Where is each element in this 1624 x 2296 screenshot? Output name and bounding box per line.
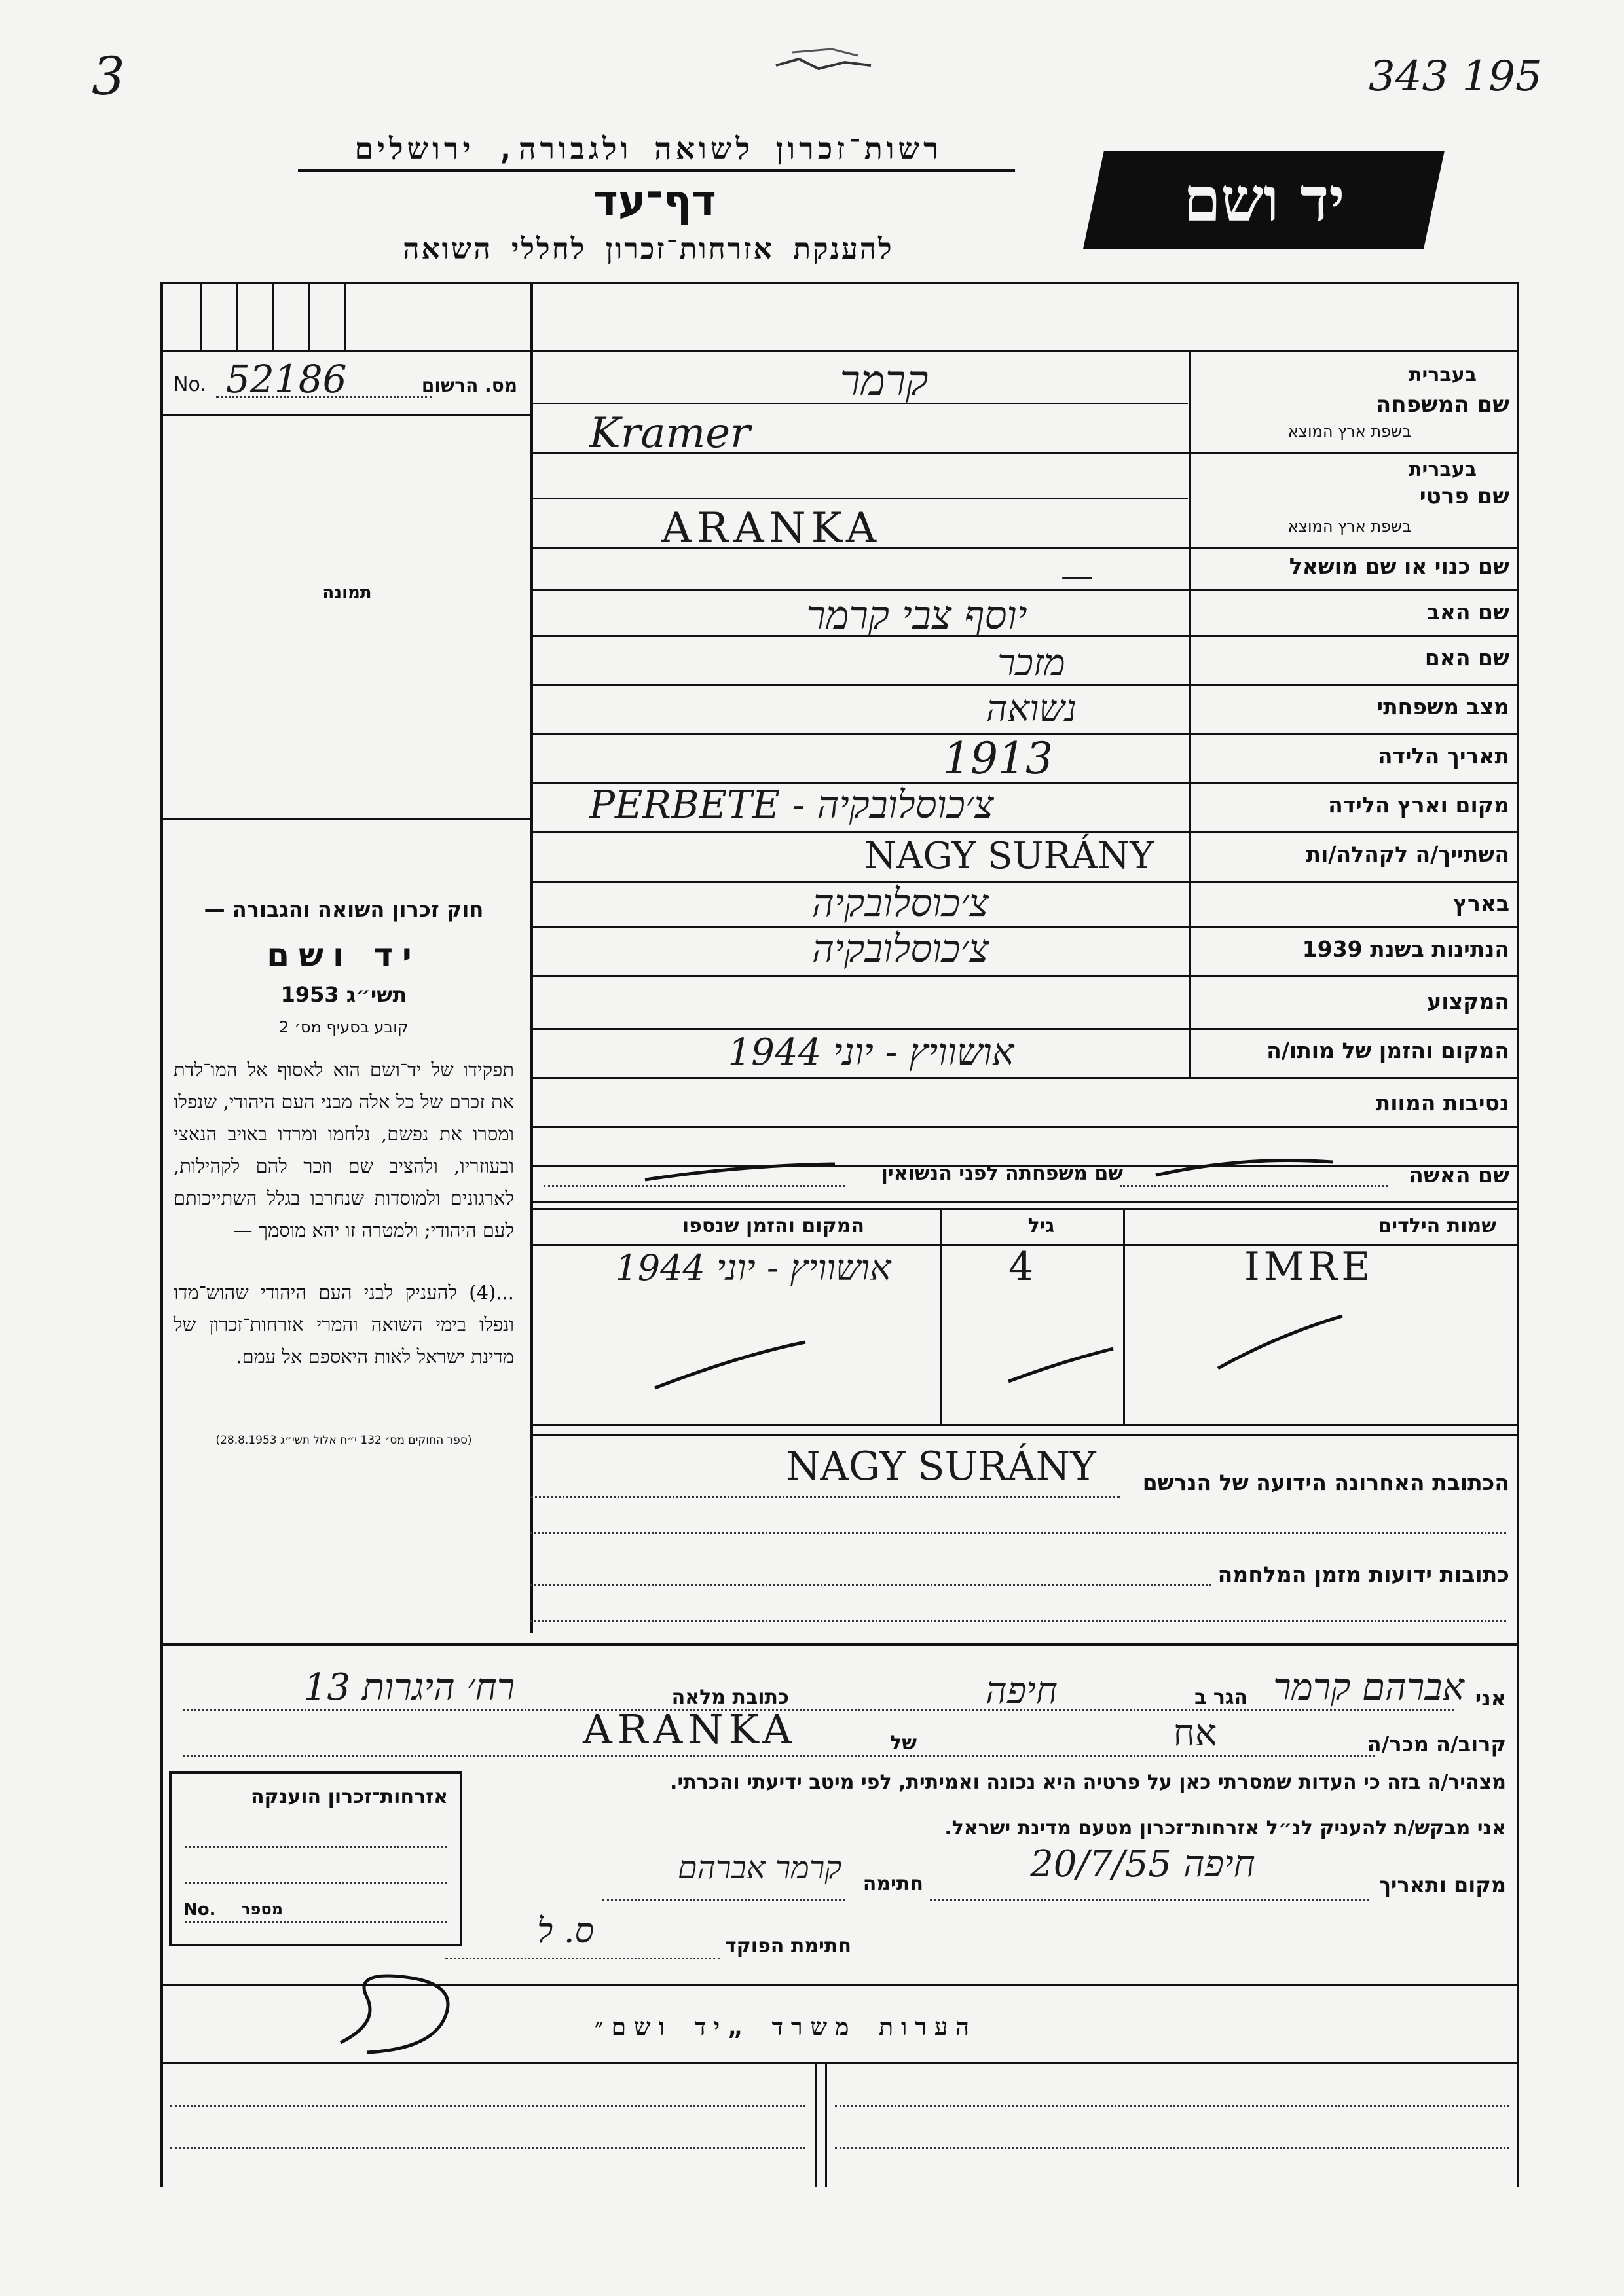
- children-names-header: שמות הילדים: [1378, 1214, 1496, 1237]
- last-address-value: NAGY SURÁNY: [786, 1444, 1096, 1489]
- declarant-address-label: כתובת מלאה: [671, 1686, 789, 1709]
- archive-number: 343 195: [1369, 52, 1542, 101]
- wartime-address-label: כתובות ידועות מזמן המלחמה: [1217, 1561, 1509, 1587]
- marital-label: מצב משפחתי: [1376, 694, 1509, 720]
- law-section: קובע בסעיף מס׳ 2: [279, 1018, 409, 1036]
- children-place-header: המקום והזמן שנספו: [682, 1214, 864, 1237]
- maiden-name-label: שם משפחתה לפני הנשואין: [881, 1162, 1123, 1185]
- logo-text: יד ושם: [1183, 164, 1345, 235]
- declarant-city: חיפה: [986, 1669, 1058, 1712]
- nickname-label: שם כנוי או שם מושאל: [1289, 553, 1509, 579]
- profession-label: המקצוע: [1427, 989, 1509, 1014]
- family-name-hebrew-value: קרמר: [840, 357, 929, 405]
- wife-empty-stroke: [1153, 1156, 1336, 1182]
- citizenship-label: הנתינות בשנת 1939: [1302, 936, 1509, 962]
- declarant-i-label: אני: [1475, 1686, 1506, 1711]
- father-label: שם האב: [1426, 599, 1509, 625]
- declarant-relation: אח: [1173, 1712, 1217, 1755]
- declaration-text: מצהיר/ה בזה כי העדות שמסרתי כאן על פרטיה היא נכונה ואמיתית, לפי מיטב ידיעתי והכרתי.: [670, 1771, 1506, 1794]
- of-label: של: [890, 1732, 917, 1755]
- signature-label: חתימה: [862, 1872, 923, 1895]
- birth-date-label: תאריך הלידה: [1377, 743, 1509, 769]
- mother-value: מזכר: [997, 642, 1065, 684]
- father-value: יוסף צבי קרמר: [806, 592, 1027, 638]
- citizenship-value: צ׳כוסלובקיה: [811, 926, 989, 971]
- officer-signature-label: חתימת הפוקד: [725, 1935, 851, 1958]
- grant-box-no-label: מספר: [241, 1900, 283, 1918]
- remarks-title: הערות משרד „יד ושם״: [594, 2014, 978, 2041]
- country-value: צ׳כוסלובקיה: [811, 881, 989, 925]
- child-name: IMRE: [1244, 1244, 1375, 1290]
- family-name-sub-hebrew: בעברית: [1409, 363, 1477, 386]
- children-empty-strokes: [642, 1296, 1362, 1401]
- birth-date-value: 1913: [943, 733, 1053, 784]
- registration-number-row: [170, 357, 524, 406]
- top-stamp-scribble: [773, 39, 877, 85]
- death-place-label: המקום והזמן של מותו/ה: [1266, 1038, 1509, 1063]
- law-paragraph-2: ...(4) להעניק לבני העם היהודי שהוש־מדו ונפלו בימי השואה והמרי אזרחות־זכרון של מדינת ישראל לאות היאספם אל עמם.: [174, 1281, 514, 1368]
- form-subtitle: להענקת אזרחות־זכרון לחללי השואה: [403, 232, 894, 266]
- death-place-value: אושוויץ - יוני 1944: [728, 1031, 1014, 1074]
- relative-label: קרוב/ה מכר/ה: [1367, 1732, 1506, 1757]
- authority-title: רשות־זכרון לשואה ולגבורה, ירושלים: [354, 131, 942, 166]
- first-name-sub-native: בשפת ארץ המוצא: [1287, 517, 1411, 536]
- death-circumstances-label: נסיבות המוות: [1375, 1090, 1509, 1116]
- family-name-label: שם המשפחה: [1375, 392, 1509, 418]
- nickname-value: —: [1061, 556, 1094, 594]
- law-footnote: (ספר החוקים מס׳ 132 י״ח אלול תשי״ג 28.8.1953): [215, 1434, 472, 1447]
- country-label: בארץ: [1453, 890, 1509, 916]
- community-label: השתייך/ה לקהלה/ות: [1306, 841, 1509, 867]
- birth-place-value: PERBETE - צ׳כוסלובקיה: [589, 782, 994, 827]
- community-value: NAGY SURÁNY: [864, 835, 1154, 877]
- request-text: אני מבקש/ת להעניק לנ״ל אזרחות־זכרון מטעם מדינת ישראל.: [944, 1817, 1506, 1840]
- law-paragraph-1: תפקידו של יד־ושם הוא לאסוף אל המו־לדת את זכרם של כל אלה מבני העם היהודי, שנפלו ומסרו את נפשם, נלחמו ומרדו באויב הנאצי ובעוזריו, ולהציב שם וזכר להם לקהילות, לארגונים ולמוסדות שנחרבו בגלל השתייכותם לעם היהודי; ולמטרה זו יהא מוסמך —: [174, 1059, 514, 1241]
- first-name-sub-hebrew: בעברית: [1409, 458, 1477, 481]
- place-date-label: מקום ותאריך: [1378, 1872, 1506, 1897]
- first-name-native-value: ARANKA: [661, 504, 882, 553]
- registration-no-prefix: No.: [174, 373, 206, 396]
- law-year: תשי״ג 1953: [280, 982, 407, 1007]
- officer-scribble: [327, 1958, 478, 2062]
- registration-number-value: 52186: [226, 357, 347, 401]
- birth-place-label: מקום וארץ הלידה: [1328, 792, 1509, 818]
- signature-value: קרמר אברהם: [677, 1850, 842, 1886]
- first-name-label: שם פרטי: [1419, 483, 1509, 509]
- registration-number-label: מס. הרשום: [421, 374, 517, 396]
- child-age: 4: [1008, 1244, 1034, 1290]
- law-name: יד ושם: [267, 936, 421, 974]
- grant-box-no-prefix: No.: [183, 1900, 216, 1920]
- photo-label: תמונה: [322, 583, 372, 602]
- law-title: חוק זכרון השואה והגבורה —: [204, 897, 484, 922]
- family-name-native-value: Kramer: [589, 409, 750, 458]
- officer-signature: ס. ל: [537, 1912, 594, 1951]
- form-title: דף־עד: [593, 177, 716, 225]
- family-name-sub-native: בשפת ארץ המוצא: [1287, 422, 1411, 441]
- place-date-value: חיפה 20/7/55: [1030, 1843, 1255, 1886]
- corner-number: 3: [92, 46, 125, 107]
- declarant-lives-label: הגר ב: [1194, 1686, 1247, 1709]
- last-address-label: הכתובת האחרונה הידועה של הנרשם: [1142, 1470, 1509, 1495]
- declarant-name: אברהם קרמר: [1273, 1666, 1464, 1709]
- children-age-header: גיל: [1027, 1214, 1054, 1237]
- child-place: אושוויץ - יוני 1944: [615, 1247, 891, 1288]
- grant-box: [169, 1771, 462, 1946]
- wife-label: שם האשה: [1409, 1162, 1509, 1188]
- declarant-address: רח׳ היגרות 13: [303, 1666, 515, 1709]
- marital-value: נשואה: [986, 687, 1077, 730]
- grant-box-title: אזרחות־זכרון הוענקה: [250, 1785, 448, 1808]
- maiden-empty-stroke: [642, 1159, 838, 1185]
- yad-vashem-logo: [1083, 151, 1445, 249]
- mother-label: שם האם: [1424, 645, 1509, 670]
- relative-name: ARANKA: [583, 1705, 798, 1753]
